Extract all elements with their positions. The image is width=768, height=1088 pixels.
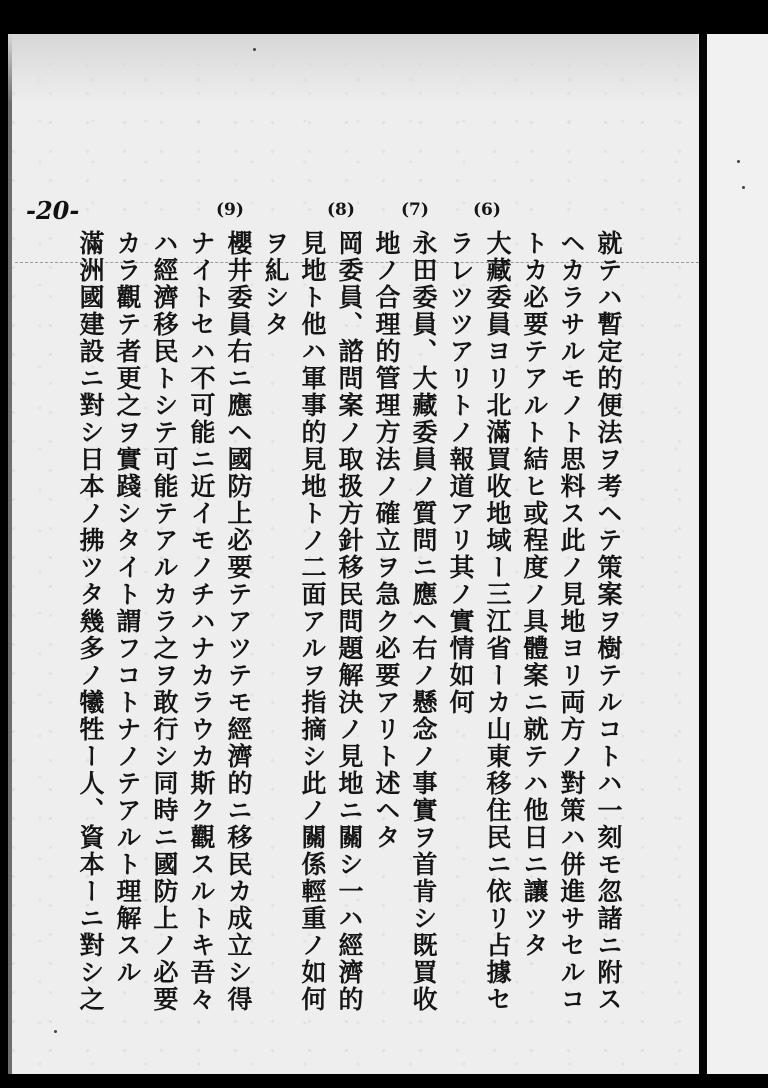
text-column: 永田委員、大藏委員ノ質問ニ應ヘ右ノ懸念ノ事實ヲ首肯シ既買收 — [409, 230, 438, 1013]
binding-bar — [699, 34, 707, 1074]
scan-speck — [253, 48, 256, 51]
page-number: -20- — [26, 196, 80, 225]
text-column: カラ觀テ者更之ヲ實踐シタイト謂フコトナノテアルト理解スル — [113, 230, 142, 986]
text-column: 地ノ合理的管理方法ノ確立ヲ急ク必要アリト述ヘタ — [372, 230, 401, 851]
text-column: 櫻井委員右ニ應ヘ國防上必要テアツテモ經濟的ニ移民カ成立シ得 — [224, 230, 253, 1013]
text-column: ハ經濟移民トシテ可能テアルカラ之ヲ敢行シ同時ニ國防上ノ必要 — [150, 230, 179, 1013]
scan-speck — [737, 160, 740, 163]
text-column: ナイトセハ不可能ニ近イモノチハナカラウカ斯ク觀スルトキ吾々 — [187, 230, 216, 1013]
text-column: ラレツツアリトノ報道アリ其ノ實情如何 — [446, 230, 475, 716]
text-column: トカ必要テアルト結ヒ或程度ノ具體案ニ就テハ他日ニ讓ツタ — [520, 230, 549, 959]
text-column: 大藏委員ヨリ北滿買收地域ー三江省ーカ山東移住民ニ依リ占據セ — [483, 230, 512, 1013]
section-label-6: (6) — [473, 200, 501, 220]
section-label-7: (7) — [401, 200, 429, 220]
paper-left-edge — [8, 34, 12, 1074]
paper-top-shadow — [8, 34, 698, 104]
scan-speck — [54, 1030, 57, 1033]
text-column: 滿洲國建設ニ對シ日本ノ拂ツタ幾多ノ犧牲ー人、資本ーニ對シ之 — [76, 230, 105, 1013]
text-column: 岡委員、諮問案ノ取扱方針移民問題解決ノ見地ニ關シ一ハ經濟的 — [335, 230, 364, 1013]
text-column: 就テハ暫定的便法ヲ考ヘテ策案ヲ樹テルコトハ一刻モ忽諸ニ附ス — [594, 230, 623, 1013]
section-label-8: (8) — [327, 200, 355, 220]
scan-speck — [742, 186, 745, 189]
section-label-9: (9) — [216, 200, 244, 220]
margin-strip — [707, 34, 768, 1074]
text-column: 見地ト他ハ軍事的見地トノ二面アルヲ指摘シ此ノ關係輕重ノ如何 — [298, 230, 327, 1013]
text-column: ヲ糺シタ — [261, 230, 290, 338]
text-column: ヘカラサルモノト思料ス此ノ見地ヨリ両方ノ對策ハ併進サセルコ — [557, 230, 586, 1013]
